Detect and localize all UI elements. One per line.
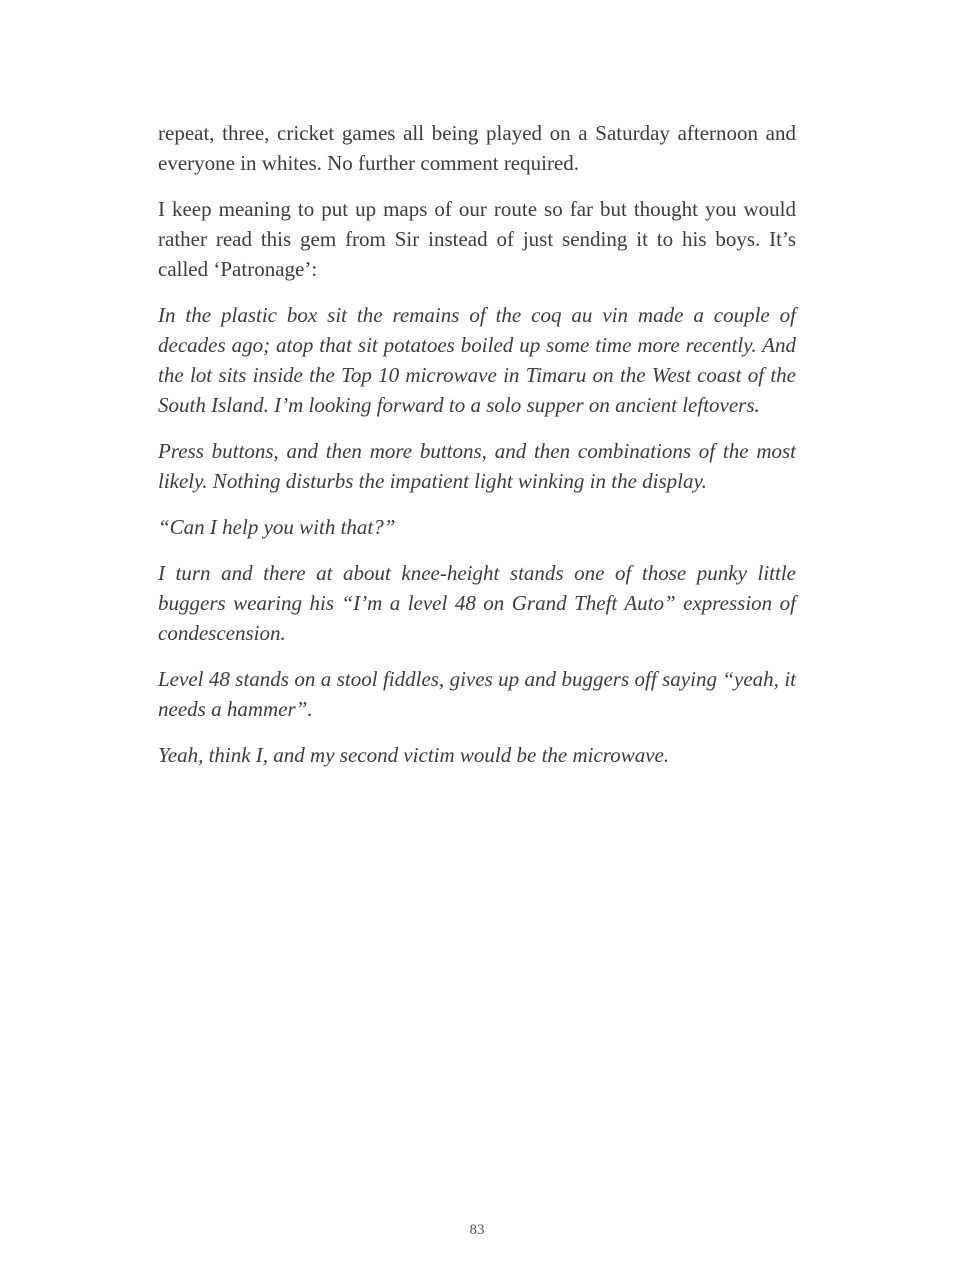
poem-paragraph: Yeah, think I, and my second victim would be the microwave.: [158, 743, 670, 767]
poem-paragraph: I turn and there at about knee-height stands one of those punky little buggers wearing his “I’m a level 48 on Grand Theft Auto” expression of condescension.: [158, 561, 796, 645]
paragraph: repeat, three, cricket games all being played on a Saturday afternoon and everyone in whites. No further comment required.: [158, 121, 796, 175]
poem-paragraph: In the plastic box sit the remains of the coq au vin made a couple of decades ago; atop that sit potatoes boiled up some time more recently. And the lot sits inside the Top 10 microwave in Timaru on the West coast of the South Island. I’m looking forward to a solo supper on ancient leftovers.: [158, 303, 796, 417]
poem-paragraph: Level 48 stands on a stool fiddles, gives up and buggers off saying “yeah, it needs a hammer”.: [158, 667, 796, 721]
page-number: 83: [469, 1222, 485, 1238]
poem-paragraph: Press buttons, and then more buttons, and then combinations of the most likely. Nothing disturbs the impatient light winking in the display.: [158, 439, 796, 493]
paragraph: I keep meaning to put up maps of our route so far but thought you would rather read this gem from Sir instead of just sending it to his boys. It’s called ‘Patronage’:: [158, 197, 796, 281]
body-text: [158, 118, 796, 786]
poem-paragraph: “Can I help you with that?”: [158, 515, 396, 539]
